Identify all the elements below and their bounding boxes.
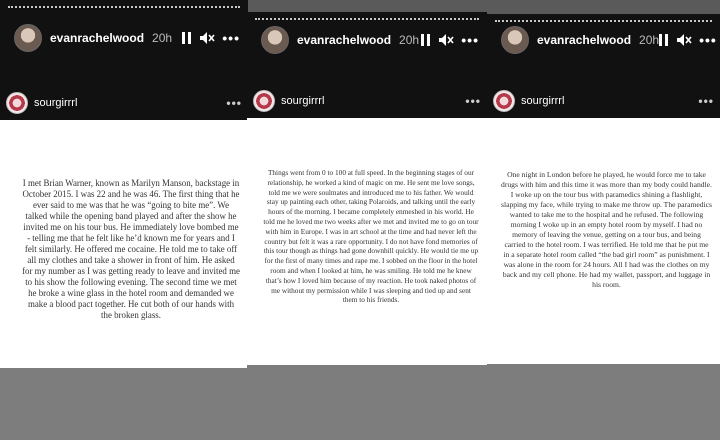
post-more-icon[interactable]: ••• (226, 96, 242, 110)
avatar[interactable] (261, 26, 289, 54)
mute-icon[interactable] (199, 31, 215, 45)
mute-icon[interactable] (676, 33, 692, 47)
avatar[interactable] (493, 90, 515, 112)
story-timestamp: 20h (152, 31, 173, 45)
more-options-icon[interactable]: ••• (222, 30, 240, 46)
post-more-icon[interactable]: ••• (698, 94, 714, 108)
pause-icon[interactable] (182, 32, 192, 44)
pause-icon[interactable] (659, 34, 669, 46)
avatar[interactable] (501, 26, 529, 54)
post-username[interactable]: sourgirrrl (34, 97, 78, 109)
story-header (487, 16, 720, 64)
post-more-icon[interactable]: ••• (465, 94, 481, 108)
story-username[interactable]: evanrachelwood (297, 33, 392, 47)
story-header (247, 16, 487, 64)
more-options-icon[interactable]: ••• (699, 32, 717, 48)
avatar[interactable] (14, 24, 42, 52)
post-footer-shade (247, 365, 487, 440)
story-header (0, 14, 248, 62)
post-body-text: One night in London before he played, he would force me to take drugs with him and this time it was more than my body could handle. I woke up on the tour bus with paramedics shining a flashlight, slapping my face, while trying to make me throw up. The paramedics wanted to take me to the hospital and he refused. The following morning I woke up in an empty hotel room by myself. I had no memory of leaving the venue, getting on a tour bus, and being carried to the hotel room. I was terrified. He told me that he put me in a separate hotel room called “the bad girl room” as punishment. I was alone in the room for 24 hours. All I had was the clothes on my back and my cell phone. He had my wallet, passport, and luggage in his room. (501, 170, 712, 289)
post-username[interactable]: sourgirrrl (521, 95, 565, 107)
story-username[interactable]: evanrachelwood (50, 31, 145, 45)
shared-post (0, 86, 248, 440)
avatar[interactable] (6, 92, 28, 114)
post-username[interactable]: sourgirrrl (281, 95, 325, 107)
avatar[interactable] (253, 90, 275, 112)
story-panel-2[interactable] (247, 12, 487, 440)
post-footer-shade (0, 368, 248, 440)
story-panel-3[interactable] (487, 14, 720, 440)
story-timestamp: 20h (399, 33, 420, 47)
story-progress-bar (8, 6, 240, 10)
post-body-text: Things went from 0 to 100 at full speed. In the beginning stages of our relationship, he worked a kind of magic on me. He sent me love songs, told me we were soulmates and introduced me to his father. We would stay up painting each other, taking Polaroids, and talking until the early hours of the morning. I became completely enmeshed in his world. He told me he loved me two weeks after we met and invited me to go on tour with him in Europe. I was in art school at the time and had never left the country but felt it was a rare opportunity. I do not have fond memories of this tour though as things had gone downhill quickly. He would tie me up for the first of many times and rape me. I sobbed on the floor in the hotel room and when I looked at him, he was smiling. He told me he knew that’s how I loved him because of my reaction. He took naked photos of me without my permission while I was sleeping and tied up and sent them to his friends. (263, 168, 479, 305)
pause-icon[interactable] (421, 34, 431, 46)
post-footer-shade (487, 364, 720, 440)
post-body-text: I met Brian Warner, known as Marilyn Manson, backstage in October 2015. I was 22 and he was 46. The first thing that he ever said to me was that he was “going to bite me”. We talked while the opening band played and after the show he invited me on his tour bus. He immediately love bombed me - telling me that he felt like he’d known me for years and I felt similarly. He offered me cocaine. He told me to take off all my clothes and take a shower in front of him. He asked for my number as I was getting ready to leave and invited me to his show the following evening. The second time we met he broke a wine glass in the hotel room and demanded we make a blood pact together. He cut both of our hands with the broken glass. (22, 178, 240, 320)
mute-icon[interactable] (438, 33, 454, 47)
story-timestamp: 20h (639, 33, 660, 47)
more-options-icon[interactable]: ••• (461, 32, 479, 48)
story-panel-1[interactable] (0, 0, 248, 440)
story-username[interactable]: evanrachelwood (537, 33, 632, 47)
shared-post (487, 84, 720, 440)
shared-post (247, 84, 487, 440)
